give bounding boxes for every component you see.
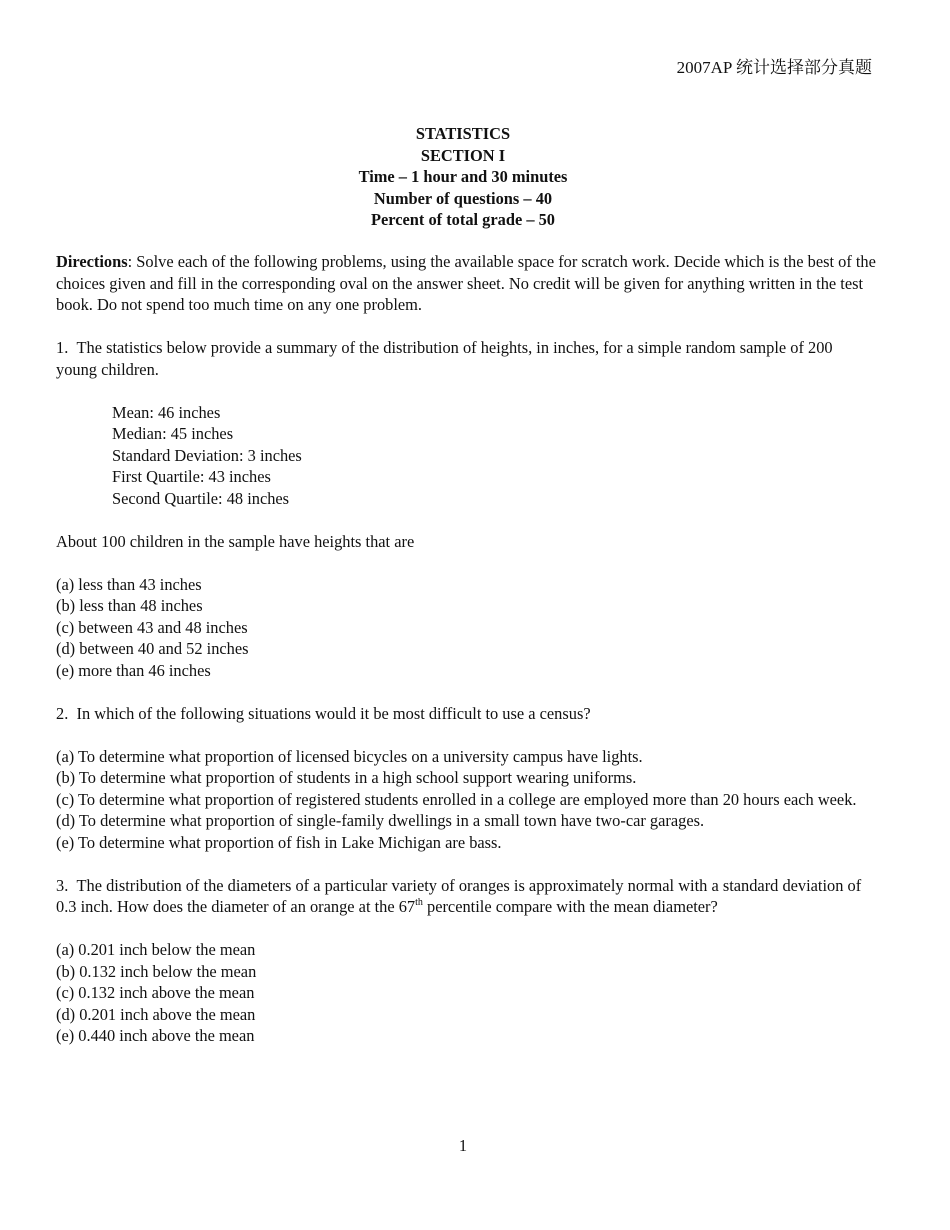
answer-choice: (e) 0.440 inch above the mean [56,1026,255,1045]
question-3-stem [56,875,876,918]
question-1-choices [56,574,876,682]
title-line-3: Time – 1 hour and 30 minutes [358,167,568,186]
title-line-4: Number of questions – 40 [373,188,553,208]
question-2-stem [56,703,876,725]
question-2-choices [56,746,876,854]
page-number: 1 [458,1136,468,1155]
question-2-number: 2. [56,703,69,723]
directions-label: Directions [56,252,128,271]
question-3-choices [56,939,876,1047]
answer-choice: (e) more than 46 inches [56,660,211,680]
question-3-text-part1: The distribution of the diameters of a particular variety of oranges is approximately normal with a standard deviation of 0.3 inch. How does the diameter of an orange at the 67 [56,875,862,916]
stat-line: Mean: 46 inches [112,402,221,422]
header-note: 2007AP 统计选择部分真题 [676,58,872,77]
answer-choice: (d) 0.201 inch above the mean [56,1004,256,1024]
question-1-prompt: About 100 children in the sample have heights that are [56,531,415,551]
answer-choice: (a) 0.201 inch below the mean [56,940,256,959]
stat-line: First Quartile: 43 inches [112,467,271,486]
question-1-number: 1. [56,338,69,357]
answer-choice: (c) To determine what proportion of registered students enrolled in a college are employed more than 20 hours each week. [56,789,857,809]
answer-choice: (b) To determine what proportion of students in a high school support wearing uniforms. [56,768,637,787]
question-1-stem [56,337,876,380]
question-2 [56,703,876,854]
answer-choice: (b) 0.132 inch below the mean [56,961,257,981]
ordinal-superscript: th [415,896,423,908]
answer-choice: (b) less than 48 inches [56,596,203,615]
answer-choice: (a) less than 43 inches [56,574,202,594]
question-1-stats [56,402,876,510]
question-1-text: The statistics below provide a summary of the distribution of heights, in inches, for a simple random sample of 200 young children. [56,338,833,379]
exam-body [56,251,876,1047]
answer-choice: (a) To determine what proportion of licensed bicycles on a university campus have lights. [56,746,643,766]
title-line-2: SECTION I [420,145,506,165]
answer-choice: (c) 0.132 inch above the mean [56,983,255,1002]
answer-choice: (e) To determine what proportion of fish in Lake Michigan are bass. [56,832,502,852]
title-line-5: Percent of total grade – 50 [370,210,556,229]
question-3-number: 3. [56,875,69,895]
question-3 [56,875,876,1047]
question-1 [56,337,876,681]
directions-text: : Solve each of the following problems, using the available space for scratch work. Decide which is the best of the choices given and fill in the corresponding oval on the answer sheet. No credit will be given for anything written in the test book. Do not spend too much time on any one problem. [56,252,876,314]
section-title-block [0,123,926,231]
question-3-text-part2: percentile compare with the mean diameter? [422,897,718,916]
title-line-1: STATISTICS [415,124,511,143]
answer-choice: (c) between 43 and 48 inches [56,617,248,637]
answer-choice: (d) To determine what proportion of single-family dwellings in a small town have two-car garages. [56,811,705,830]
directions [56,251,876,316]
stat-line: Standard Deviation: 3 inches [112,445,302,465]
stat-line: Second Quartile: 48 inches [112,488,290,508]
answer-choice: (d) between 40 and 52 inches [56,639,249,658]
question-2-text: In which of the following situations would it be most difficult to use a census? [76,703,591,723]
stat-line: Median: 45 inches [112,424,234,443]
